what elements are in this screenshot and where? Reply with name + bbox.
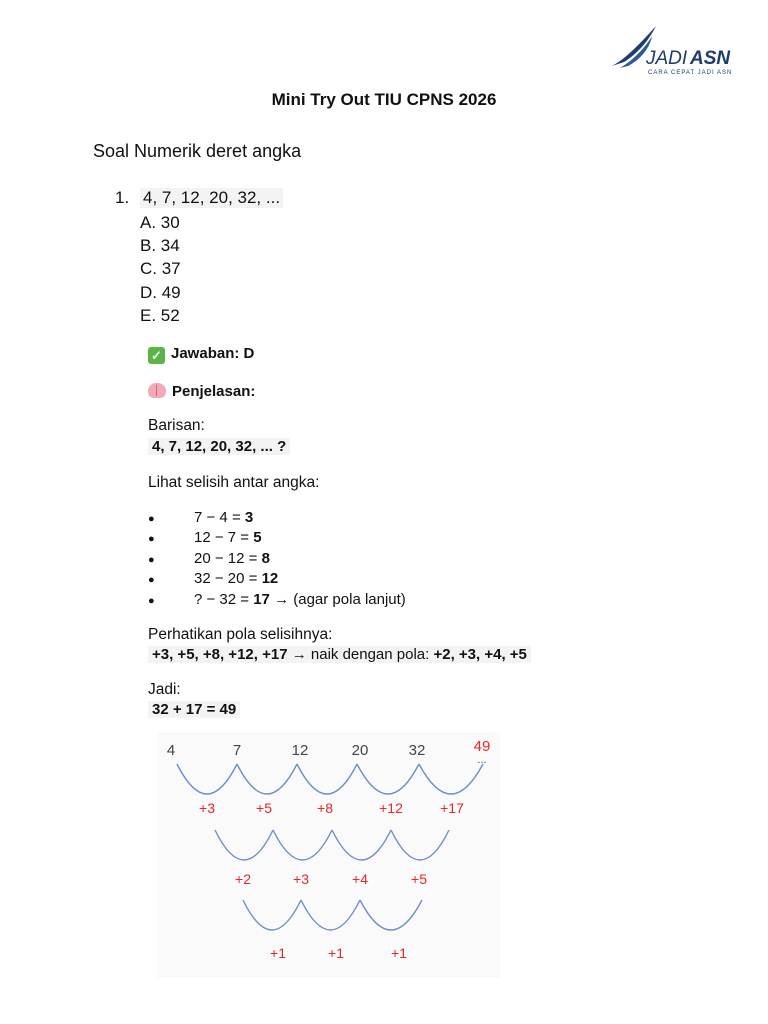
diff-label: +2 <box>235 871 251 887</box>
pola-mid: → naik dengan pola: <box>287 646 434 663</box>
diff-label: +17 <box>440 800 464 816</box>
diff-label: +1 <box>391 945 407 961</box>
explanation-heading: Penjelasan: <box>172 383 256 400</box>
selisih-label: Lihat selisih antar angka: <box>148 474 320 491</box>
diff-item: ● ? − 32 = 17 → (agar pola lanjut) <box>148 591 406 608</box>
logo-wing-icon <box>610 22 735 78</box>
logo-brand-b: ASN <box>690 48 731 69</box>
diff-item: ● 32 − 20 = 12 <box>148 570 279 587</box>
bullet-icon: ● <box>148 595 155 607</box>
barisan-label: Barisan: <box>148 417 205 434</box>
bullet-icon: ● <box>148 533 155 545</box>
explanation-heading-line <box>148 383 255 400</box>
sequence-answer: 49 <box>473 738 491 755</box>
diff-label: +12 <box>379 800 403 816</box>
sequence-dots: ... <box>477 754 487 766</box>
pola-line <box>148 646 531 663</box>
sequence-number: 20 <box>351 742 369 759</box>
pola-bold: +3, +5, +8, +12, +17 <box>152 646 288 663</box>
sequence-number: 12 <box>291 742 309 759</box>
diff-label: +4 <box>352 871 368 887</box>
bullet-icon: ● <box>148 554 155 566</box>
logo-brand-a: JADI <box>646 48 688 69</box>
page-title: Mini Try Out TIU CPNS 2026 <box>271 90 497 109</box>
option-c: C. 37 <box>140 259 181 278</box>
option-e: E. 52 <box>140 306 180 325</box>
diff-label: +5 <box>256 800 272 816</box>
diff-label: +8 <box>317 800 333 816</box>
logo-tagline: CARA CEPAT JADI ASN <box>648 70 733 76</box>
diff-item: ● 12 − 7 = 5 <box>148 529 262 546</box>
sequence-number: 4 <box>166 742 176 759</box>
sequence-number: 7 <box>232 742 242 759</box>
option-a: A. 30 <box>140 213 180 232</box>
jadiasn-logo <box>610 22 735 78</box>
jadi-value: 32 + 17 = 49 <box>148 701 240 718</box>
bullet-icon: ● <box>148 513 155 525</box>
barisan-value: 4, 7, 12, 20, 32, ... ? <box>148 438 290 455</box>
option-b: B. 34 <box>140 236 180 255</box>
section-subtitle: Soal Numerik deret angka <box>93 141 302 161</box>
option-d: D. 49 <box>140 283 181 302</box>
pola-end: +2, +3, +4, +5 <box>433 646 527 663</box>
difference-diagram-svg <box>157 732 500 978</box>
diff-label: +5 <box>411 871 427 887</box>
difference-diagram <box>157 732 500 978</box>
answer-label: Jawaban: D <box>171 345 255 362</box>
question-number: 1. <box>115 188 130 207</box>
diff-item: ● 20 − 12 = 8 <box>148 550 270 567</box>
jadi-label: Jadi: <box>148 681 181 698</box>
brain-icon <box>148 383 166 398</box>
sequence-number: 32 <box>408 742 426 759</box>
bullet-icon: ● <box>148 574 155 586</box>
answer-line <box>148 345 254 364</box>
curve-row-3 <box>243 900 422 930</box>
diff-label: +1 <box>270 945 286 961</box>
diff-label: +3 <box>293 871 309 887</box>
check-icon: ✓ <box>148 347 165 364</box>
pola-label: Perhatikan pola selisihnya: <box>148 626 333 643</box>
diff-label: +3 <box>199 800 215 816</box>
diff-item: ● 7 − 4 = 3 <box>148 509 254 526</box>
curve-row-1 <box>177 764 483 794</box>
question-text: 4, 7, 12, 20, 32, ... <box>140 188 283 208</box>
curve-row-2 <box>215 830 449 860</box>
diff-label: +1 <box>328 945 344 961</box>
